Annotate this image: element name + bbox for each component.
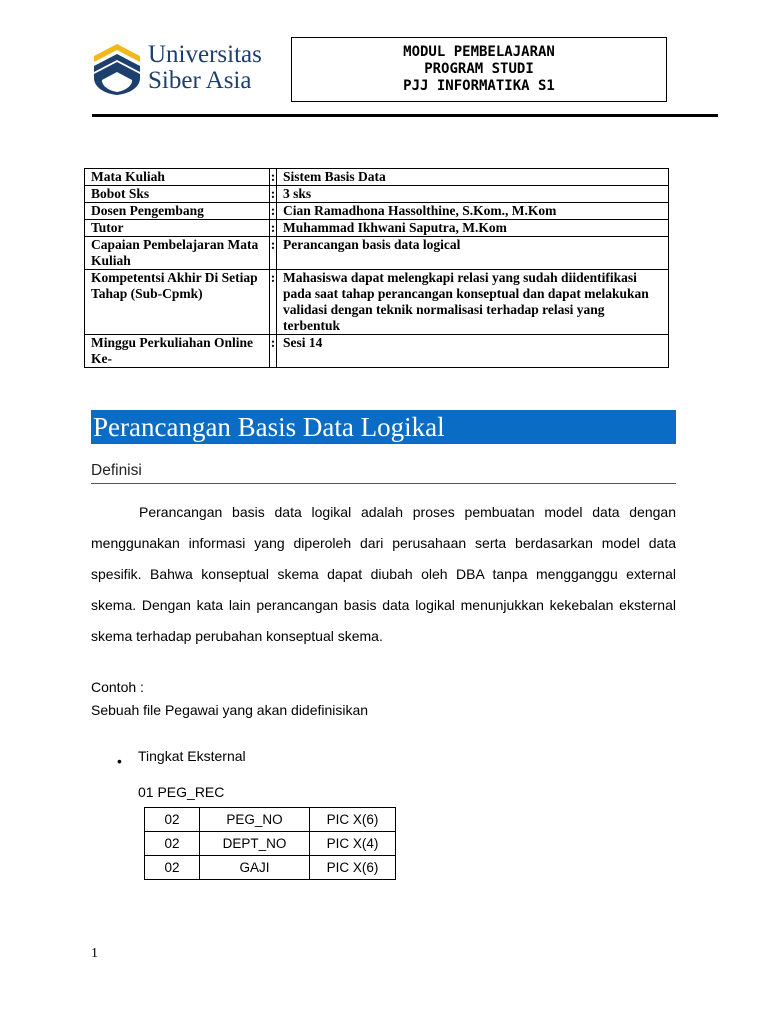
course-info-table (84, 168, 669, 368)
table-row (145, 832, 396, 856)
bullet-icon: • (117, 753, 122, 769)
record-name: 01 PEG_REC (138, 784, 225, 800)
field-name: PEG_NO (200, 808, 310, 832)
header-line-3: PJJ INFORMATIKA S1 (403, 78, 555, 94)
row-value: Sesi 14 (277, 335, 669, 368)
example-label: Contoh : (91, 679, 144, 695)
header-line-1: MODUL PEMBELAJARAN (403, 44, 555, 60)
record-fields-table (144, 807, 396, 880)
field-level: 02 (145, 832, 200, 856)
row-value: Mahasiswa dapat melengkapi relasi yang sudah diidentifikasi pada saat tahap perancangan konseptual dan dapat melakukan validasi dengan teknik normalisasi terhadap relasi yang terbentuk (277, 270, 669, 335)
logo-line-1: Universitas (148, 41, 262, 68)
table-row (85, 237, 669, 270)
row-value: Muhammad Ikhwani Saputra, M.Kom (277, 220, 669, 237)
field-name: GAJI (200, 856, 310, 880)
field-picture: PIC X(4) (310, 832, 396, 856)
subheading-definisi: Definisi (91, 462, 676, 484)
row-label: Tutor (85, 220, 270, 237)
row-separator: : (270, 270, 277, 335)
row-separator: : (270, 220, 276, 235)
module-header-box (291, 37, 667, 102)
field-level: 02 (145, 856, 200, 880)
row-label: Mata Kuliah (85, 169, 270, 186)
field-picture: PIC X(6) (310, 808, 396, 832)
row-label: Bobot Sks (85, 186, 270, 203)
page-number: 1 (91, 946, 98, 961)
logo-line-2: Siber Asia (148, 67, 252, 94)
field-picture: PIC X(6) (310, 856, 396, 880)
university-logo (92, 42, 272, 98)
definition-paragraph (91, 497, 676, 652)
row-separator: : (270, 203, 276, 218)
row-label: Capaian Pembelajaran Mata Kuliah (85, 237, 270, 270)
table-row (85, 220, 669, 237)
row-separator: : (270, 186, 276, 201)
row-label: Dosen Pengembang (85, 203, 270, 220)
paragraph-text: Perancangan basis data logikal adalah proses pembuatan model data dengan menggunakan informasi yang diperoleh dari perusahaan serta berdasarkan model data spesifik. Bahwa konseptual skema dapat diubah oleh DBA tanpa mengganggu external skema. Dengan kata lain perancangan basis data logikal menunjukkan kekebalan eksternal skema terhadap perubahan konseptual skema. (91, 504, 676, 644)
field-name: DEPT_NO (200, 832, 310, 856)
row-separator: : (270, 335, 277, 368)
row-value: Sistem Basis Data (277, 169, 669, 186)
table-row (85, 203, 669, 220)
row-separator: : (270, 237, 277, 270)
table-row (85, 169, 669, 186)
row-value: Cian Ramadhona Hassolthine, S.Kom., M.Kom (277, 203, 669, 220)
row-value: Perancangan basis data logical (277, 237, 669, 270)
table-row (85, 270, 669, 335)
row-label: Kompetentsi Akhir Di Setiap Tahap (Sub-Cpmk) (85, 270, 270, 335)
row-value: 3 sks (277, 186, 669, 203)
header-divider (92, 114, 718, 117)
table-row (145, 856, 396, 880)
header-line-2: PROGRAM STUDI (424, 61, 534, 77)
table-row (85, 335, 669, 368)
university-shield-icon (92, 42, 142, 96)
table-row (145, 808, 396, 832)
bullet-text: Tingkat Eksternal (138, 748, 246, 764)
table-row (85, 186, 669, 203)
field-level: 02 (145, 808, 200, 832)
row-separator: : (270, 169, 276, 184)
example-description: Sebuah file Pegawai yang akan didefinisikan (91, 702, 369, 718)
row-label: Minggu Perkuliahan Online Ke- (85, 335, 270, 368)
university-wordmark (148, 42, 262, 94)
section-title: Perancangan Basis Data Logikal (91, 410, 676, 444)
